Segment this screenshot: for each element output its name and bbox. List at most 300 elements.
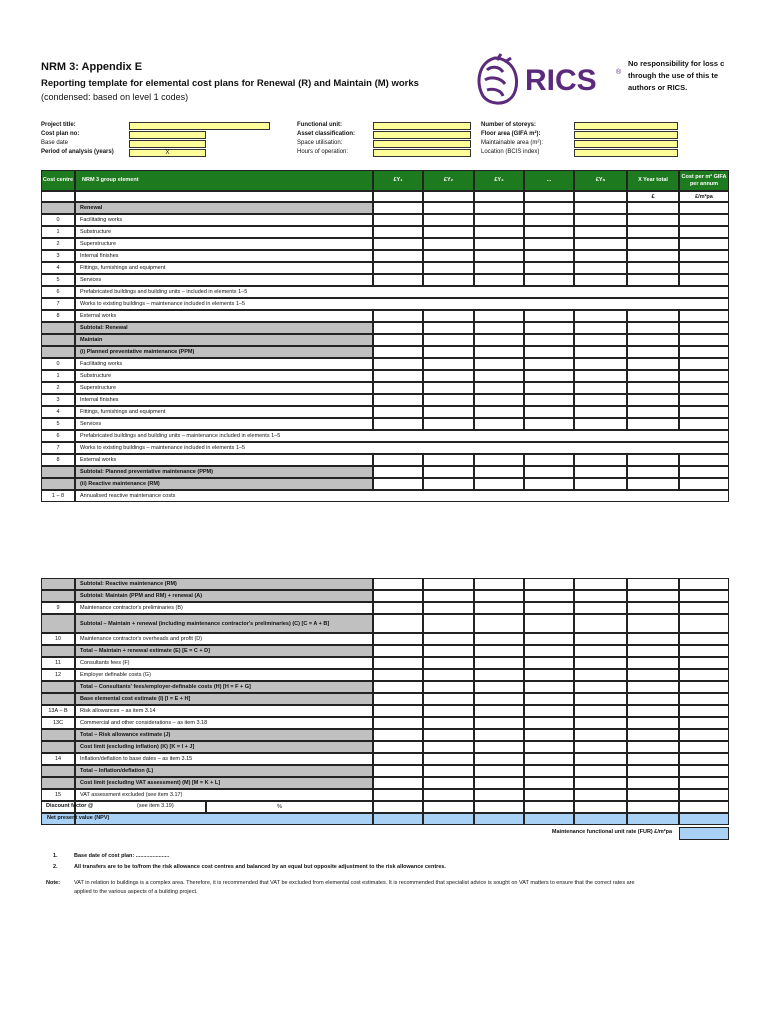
value-cell[interactable] bbox=[373, 602, 423, 614]
value-cell[interactable] bbox=[423, 406, 474, 418]
value-cell[interactable] bbox=[679, 334, 729, 346]
value-cell[interactable] bbox=[474, 274, 524, 286]
value-cell[interactable] bbox=[574, 250, 627, 262]
value-cell[interactable] bbox=[474, 358, 524, 370]
value-cell[interactable] bbox=[373, 358, 423, 370]
value-cell[interactable] bbox=[373, 657, 423, 669]
value-cell[interactable] bbox=[423, 657, 474, 669]
value-cell[interactable] bbox=[524, 645, 574, 657]
value-cell[interactable] bbox=[627, 478, 679, 490]
form-input-field[interactable] bbox=[129, 131, 206, 139]
form-input-field[interactable] bbox=[574, 131, 678, 139]
value-cell[interactable] bbox=[679, 602, 729, 614]
value-cell[interactable] bbox=[373, 454, 423, 466]
value-cell[interactable] bbox=[574, 382, 627, 394]
value-cell[interactable] bbox=[474, 729, 524, 741]
value-cell[interactable] bbox=[627, 370, 679, 382]
form-label: Cost plan no: bbox=[41, 131, 80, 137]
value-cell[interactable] bbox=[474, 226, 524, 238]
value-cell[interactable] bbox=[474, 590, 524, 602]
value-cell[interactable] bbox=[574, 777, 627, 789]
element-label-cell: Consultants fees (F) bbox=[75, 657, 373, 669]
element-label-cell: Subtotal: Renewal bbox=[75, 322, 373, 334]
value-cell[interactable] bbox=[627, 250, 679, 262]
value-cell[interactable] bbox=[574, 370, 627, 382]
value-cell[interactable] bbox=[373, 418, 423, 430]
value-cell[interactable] bbox=[524, 358, 574, 370]
value-cell[interactable] bbox=[373, 238, 423, 250]
value-cell[interactable] bbox=[524, 418, 574, 430]
value-cell[interactable] bbox=[423, 633, 474, 645]
value-cell[interactable] bbox=[574, 693, 627, 705]
value-cell[interactable] bbox=[679, 382, 729, 394]
value-cell[interactable] bbox=[474, 346, 524, 358]
value-cell[interactable] bbox=[574, 334, 627, 346]
form-input-field[interactable] bbox=[373, 122, 471, 130]
value-cell[interactable] bbox=[679, 789, 729, 801]
value-cell[interactable] bbox=[423, 693, 474, 705]
value-cell[interactable] bbox=[524, 777, 574, 789]
value-cell[interactable] bbox=[423, 202, 474, 214]
value-cell[interactable] bbox=[627, 777, 679, 789]
npv-value-cell[interactable] bbox=[524, 813, 574, 825]
value-cell[interactable] bbox=[423, 741, 474, 753]
value-cell[interactable] bbox=[627, 602, 679, 614]
value-cell[interactable] bbox=[423, 394, 474, 406]
value-cell[interactable] bbox=[373, 322, 423, 334]
value-cell[interactable] bbox=[474, 310, 524, 322]
value-cell[interactable] bbox=[474, 202, 524, 214]
value-cell[interactable] bbox=[423, 705, 474, 717]
value-cell[interactable] bbox=[423, 602, 474, 614]
value-cell[interactable] bbox=[373, 382, 423, 394]
value-cell[interactable] bbox=[423, 214, 474, 226]
value-cell[interactable] bbox=[373, 765, 423, 777]
value-cell[interactable] bbox=[474, 578, 524, 590]
value-cell[interactable] bbox=[474, 322, 524, 334]
value-cell[interactable] bbox=[423, 466, 474, 478]
value-cell[interactable] bbox=[524, 310, 574, 322]
value-cell[interactable] bbox=[679, 346, 729, 358]
value-cell[interactable] bbox=[474, 765, 524, 777]
value-cell[interactable] bbox=[474, 602, 524, 614]
value-cell[interactable] bbox=[423, 322, 474, 334]
value-cell[interactable] bbox=[627, 753, 679, 765]
value-cell[interactable] bbox=[574, 602, 627, 614]
value-cell[interactable] bbox=[679, 633, 729, 645]
value-cell[interactable] bbox=[679, 310, 729, 322]
value-cell[interactable] bbox=[679, 705, 729, 717]
value-cell[interactable] bbox=[574, 789, 627, 801]
value-cell[interactable] bbox=[474, 418, 524, 430]
value-cell[interactable] bbox=[423, 645, 474, 657]
cost-centre-cell: 4 bbox=[41, 262, 75, 274]
value-cell[interactable] bbox=[679, 578, 729, 590]
value-cell[interactable] bbox=[474, 669, 524, 681]
value-cell[interactable] bbox=[423, 238, 474, 250]
value-cell[interactable] bbox=[574, 478, 627, 490]
form-input-field[interactable] bbox=[574, 122, 678, 130]
value-cell[interactable] bbox=[574, 614, 627, 633]
value-cell[interactable] bbox=[423, 669, 474, 681]
form-input-field[interactable] bbox=[373, 131, 471, 139]
value-cell[interactable] bbox=[373, 226, 423, 238]
value-cell[interactable] bbox=[679, 717, 729, 729]
value-cell[interactable] bbox=[373, 705, 423, 717]
value-cell[interactable] bbox=[423, 590, 474, 602]
value-cell[interactable] bbox=[627, 801, 679, 813]
value-cell[interactable] bbox=[423, 370, 474, 382]
value-cell[interactable] bbox=[679, 226, 729, 238]
value-cell[interactable] bbox=[627, 310, 679, 322]
value-cell[interactable] bbox=[574, 645, 627, 657]
value-cell[interactable] bbox=[373, 741, 423, 753]
value-cell[interactable] bbox=[574, 801, 627, 813]
value-cell[interactable] bbox=[373, 729, 423, 741]
value-cell[interactable] bbox=[373, 777, 423, 789]
value-cell[interactable] bbox=[627, 358, 679, 370]
form-input-field[interactable]: X bbox=[129, 149, 206, 157]
value-cell[interactable] bbox=[524, 478, 574, 490]
value-cell[interactable] bbox=[679, 765, 729, 777]
value-cell[interactable] bbox=[627, 394, 679, 406]
value-cell[interactable] bbox=[423, 729, 474, 741]
value-cell[interactable] bbox=[474, 454, 524, 466]
value-cell[interactable] bbox=[474, 753, 524, 765]
value-cell[interactable] bbox=[373, 669, 423, 681]
value-cell[interactable] bbox=[627, 238, 679, 250]
value-cell[interactable] bbox=[679, 466, 729, 478]
value-cell[interactable] bbox=[474, 645, 524, 657]
npv-value-cell[interactable] bbox=[679, 813, 729, 825]
value-cell[interactable] bbox=[524, 322, 574, 334]
value-cell[interactable] bbox=[574, 406, 627, 418]
value-cell[interactable] bbox=[373, 789, 423, 801]
value-cell[interactable] bbox=[524, 202, 574, 214]
value-cell[interactable] bbox=[679, 322, 729, 334]
value-cell[interactable] bbox=[373, 801, 423, 813]
value-cell[interactable] bbox=[574, 346, 627, 358]
value-cell[interactable] bbox=[373, 633, 423, 645]
value-cell[interactable] bbox=[627, 202, 679, 214]
value-cell[interactable] bbox=[574, 226, 627, 238]
form-input-field[interactable] bbox=[574, 140, 678, 148]
value-cell[interactable] bbox=[679, 669, 729, 681]
fur-value-field[interactable] bbox=[679, 827, 729, 840]
value-cell[interactable] bbox=[373, 693, 423, 705]
value-cell[interactable] bbox=[679, 657, 729, 669]
value-cell[interactable] bbox=[679, 801, 729, 813]
value-cell[interactable] bbox=[373, 250, 423, 262]
value-cell[interactable] bbox=[627, 466, 679, 478]
value-cell[interactable] bbox=[627, 418, 679, 430]
value-cell[interactable] bbox=[524, 729, 574, 741]
value-cell[interactable] bbox=[423, 578, 474, 590]
value-cell[interactable] bbox=[474, 406, 524, 418]
value-cell[interactable] bbox=[679, 394, 729, 406]
form-input-field[interactable] bbox=[129, 140, 206, 148]
value-cell[interactable] bbox=[423, 717, 474, 729]
value-cell[interactable] bbox=[574, 214, 627, 226]
value-cell[interactable] bbox=[627, 614, 679, 633]
value-cell[interactable] bbox=[373, 578, 423, 590]
value-cell[interactable] bbox=[474, 214, 524, 226]
value-cell[interactable] bbox=[524, 669, 574, 681]
value-cell[interactable] bbox=[373, 717, 423, 729]
value-cell[interactable] bbox=[474, 614, 524, 633]
value-cell[interactable] bbox=[627, 741, 679, 753]
value-cell[interactable] bbox=[524, 801, 574, 813]
value-cell[interactable] bbox=[627, 454, 679, 466]
value-cell[interactable] bbox=[474, 777, 524, 789]
value-cell[interactable] bbox=[474, 789, 524, 801]
element-label-cell: Internal finishes bbox=[75, 394, 373, 406]
value-cell[interactable] bbox=[373, 310, 423, 322]
value-cell[interactable] bbox=[679, 454, 729, 466]
value-cell[interactable] bbox=[373, 346, 423, 358]
value-cell[interactable] bbox=[423, 789, 474, 801]
value-cell[interactable] bbox=[524, 346, 574, 358]
value-cell[interactable] bbox=[574, 590, 627, 602]
value-cell[interactable] bbox=[524, 466, 574, 478]
value-cell[interactable] bbox=[627, 657, 679, 669]
value-cell[interactable] bbox=[423, 262, 474, 274]
value-cell[interactable] bbox=[524, 370, 574, 382]
npv-value-cell[interactable] bbox=[627, 813, 679, 825]
value-cell[interactable] bbox=[474, 394, 524, 406]
value-cell[interactable] bbox=[627, 717, 679, 729]
form-input-field[interactable] bbox=[373, 140, 471, 148]
value-cell[interactable] bbox=[373, 262, 423, 274]
value-cell[interactable] bbox=[474, 478, 524, 490]
value-cell[interactable] bbox=[574, 274, 627, 286]
value-cell[interactable] bbox=[574, 262, 627, 274]
value-cell[interactable] bbox=[423, 418, 474, 430]
value-cell[interactable] bbox=[423, 801, 474, 813]
value-cell[interactable] bbox=[574, 765, 627, 777]
value-cell[interactable] bbox=[373, 478, 423, 490]
value-cell[interactable] bbox=[423, 681, 474, 693]
value-cell[interactable] bbox=[627, 705, 679, 717]
value-cell[interactable] bbox=[524, 753, 574, 765]
value-cell[interactable] bbox=[627, 334, 679, 346]
value-cell[interactable] bbox=[574, 705, 627, 717]
value-cell[interactable] bbox=[627, 322, 679, 334]
value-cell[interactable] bbox=[423, 614, 474, 633]
value-cell[interactable] bbox=[627, 382, 679, 394]
value-cell[interactable] bbox=[627, 681, 679, 693]
value-cell[interactable] bbox=[373, 274, 423, 286]
value-cell[interactable] bbox=[474, 250, 524, 262]
value-cell[interactable] bbox=[474, 238, 524, 250]
value-cell[interactable] bbox=[373, 590, 423, 602]
value-cell[interactable] bbox=[627, 633, 679, 645]
value-cell[interactable] bbox=[474, 693, 524, 705]
value-cell[interactable] bbox=[423, 382, 474, 394]
value-cell[interactable] bbox=[524, 262, 574, 274]
value-cell[interactable] bbox=[574, 741, 627, 753]
value-cell[interactable] bbox=[574, 310, 627, 322]
npv-value-cell[interactable] bbox=[373, 813, 423, 825]
value-cell[interactable] bbox=[679, 590, 729, 602]
value-cell[interactable] bbox=[679, 214, 729, 226]
value-cell[interactable] bbox=[373, 202, 423, 214]
value-cell[interactable] bbox=[423, 753, 474, 765]
value-cell[interactable] bbox=[627, 645, 679, 657]
value-cell[interactable] bbox=[524, 250, 574, 262]
value-cell[interactable] bbox=[423, 478, 474, 490]
value-cell[interactable] bbox=[679, 693, 729, 705]
value-cell[interactable] bbox=[474, 657, 524, 669]
value-cell[interactable] bbox=[574, 669, 627, 681]
value-cell[interactable] bbox=[474, 382, 524, 394]
value-cell[interactable] bbox=[474, 741, 524, 753]
value-cell[interactable] bbox=[679, 406, 729, 418]
element-label-cell: Inflation/deflation to base dates – as item 3.15 bbox=[75, 753, 373, 765]
value-cell[interactable] bbox=[373, 370, 423, 382]
value-cell[interactable] bbox=[474, 334, 524, 346]
value-cell[interactable] bbox=[627, 669, 679, 681]
npv-value-cell[interactable] bbox=[423, 813, 474, 825]
value-cell[interactable] bbox=[627, 729, 679, 741]
value-cell[interactable] bbox=[524, 614, 574, 633]
value-cell[interactable] bbox=[627, 789, 679, 801]
value-cell[interactable] bbox=[679, 645, 729, 657]
value-cell[interactable] bbox=[373, 466, 423, 478]
value-cell[interactable] bbox=[574, 394, 627, 406]
value-cell[interactable] bbox=[679, 274, 729, 286]
value-cell[interactable] bbox=[574, 633, 627, 645]
npv-value-cell[interactable] bbox=[574, 813, 627, 825]
value-cell[interactable] bbox=[373, 406, 423, 418]
value-cell[interactable] bbox=[574, 753, 627, 765]
value-cell[interactable] bbox=[373, 214, 423, 226]
value-cell[interactable] bbox=[423, 310, 474, 322]
value-cell[interactable] bbox=[574, 466, 627, 478]
value-cell[interactable] bbox=[524, 382, 574, 394]
value-cell[interactable] bbox=[524, 394, 574, 406]
value-cell[interactable] bbox=[524, 334, 574, 346]
value-cell[interactable] bbox=[627, 578, 679, 590]
value-cell[interactable] bbox=[627, 262, 679, 274]
value-cell[interactable] bbox=[524, 681, 574, 693]
value-cell[interactable] bbox=[574, 729, 627, 741]
value-cell[interactable] bbox=[423, 334, 474, 346]
value-cell[interactable] bbox=[627, 274, 679, 286]
value-cell[interactable] bbox=[679, 262, 729, 274]
value-cell[interactable] bbox=[574, 322, 627, 334]
value-cell[interactable] bbox=[474, 717, 524, 729]
value-cell[interactable] bbox=[474, 705, 524, 717]
value-cell[interactable] bbox=[373, 614, 423, 633]
value-cell[interactable] bbox=[373, 681, 423, 693]
value-cell[interactable] bbox=[423, 358, 474, 370]
value-cell[interactable] bbox=[679, 478, 729, 490]
value-cell[interactable] bbox=[524, 789, 574, 801]
value-cell[interactable] bbox=[524, 741, 574, 753]
value-cell[interactable] bbox=[679, 238, 729, 250]
value-cell[interactable] bbox=[373, 334, 423, 346]
value-cell[interactable] bbox=[574, 717, 627, 729]
value-cell[interactable] bbox=[679, 418, 729, 430]
value-cell[interactable] bbox=[474, 633, 524, 645]
value-cell[interactable] bbox=[627, 590, 679, 602]
value-cell[interactable] bbox=[373, 394, 423, 406]
value-cell[interactable] bbox=[679, 681, 729, 693]
value-cell[interactable] bbox=[524, 578, 574, 590]
value-cell[interactable] bbox=[423, 454, 474, 466]
value-cell[interactable] bbox=[524, 454, 574, 466]
value-cell[interactable] bbox=[524, 602, 574, 614]
value-cell[interactable] bbox=[373, 645, 423, 657]
form-input-field[interactable] bbox=[574, 149, 678, 157]
value-cell[interactable] bbox=[524, 406, 574, 418]
value-cell[interactable] bbox=[474, 801, 524, 813]
value-cell[interactable] bbox=[474, 262, 524, 274]
value-cell[interactable] bbox=[524, 693, 574, 705]
value-cell[interactable] bbox=[524, 590, 574, 602]
value-cell[interactable] bbox=[574, 681, 627, 693]
value-cell[interactable] bbox=[474, 370, 524, 382]
value-cell[interactable] bbox=[679, 741, 729, 753]
value-cell[interactable] bbox=[423, 274, 474, 286]
value-cell[interactable] bbox=[679, 202, 729, 214]
value-cell[interactable] bbox=[423, 777, 474, 789]
element-label-cell: Cost limit (excluding VAT assessment) (M) [M = K + L] bbox=[75, 777, 373, 789]
value-cell[interactable] bbox=[524, 657, 574, 669]
value-cell[interactable] bbox=[423, 346, 474, 358]
value-cell[interactable] bbox=[627, 346, 679, 358]
value-cell[interactable] bbox=[373, 753, 423, 765]
value-cell[interactable] bbox=[423, 765, 474, 777]
value-cell[interactable] bbox=[423, 250, 474, 262]
form-input-field[interactable] bbox=[373, 149, 471, 157]
value-cell[interactable] bbox=[679, 729, 729, 741]
value-cell[interactable] bbox=[474, 466, 524, 478]
value-cell[interactable] bbox=[524, 633, 574, 645]
value-cell[interactable] bbox=[524, 705, 574, 717]
value-cell[interactable] bbox=[524, 238, 574, 250]
value-cell[interactable] bbox=[574, 418, 627, 430]
value-cell[interactable] bbox=[679, 370, 729, 382]
value-cell[interactable] bbox=[679, 777, 729, 789]
value-cell[interactable] bbox=[574, 358, 627, 370]
value-cell[interactable] bbox=[627, 214, 679, 226]
value-cell[interactable] bbox=[627, 406, 679, 418]
value-cell[interactable] bbox=[679, 753, 729, 765]
value-cell[interactable] bbox=[524, 214, 574, 226]
value-cell[interactable] bbox=[679, 358, 729, 370]
value-cell[interactable] bbox=[627, 226, 679, 238]
value-cell[interactable] bbox=[423, 226, 474, 238]
value-cell[interactable] bbox=[474, 681, 524, 693]
npv-value-cell[interactable] bbox=[474, 813, 524, 825]
value-cell[interactable] bbox=[524, 717, 574, 729]
value-cell[interactable] bbox=[574, 657, 627, 669]
value-cell[interactable] bbox=[627, 765, 679, 777]
form-input-field[interactable] bbox=[129, 122, 270, 130]
value-cell[interactable] bbox=[574, 578, 627, 590]
value-cell[interactable] bbox=[524, 226, 574, 238]
value-cell[interactable] bbox=[627, 693, 679, 705]
value-cell[interactable] bbox=[574, 454, 627, 466]
value-cell[interactable] bbox=[524, 765, 574, 777]
value-cell[interactable] bbox=[679, 614, 729, 633]
value-cell[interactable] bbox=[679, 250, 729, 262]
value-cell[interactable] bbox=[574, 238, 627, 250]
value-cell[interactable] bbox=[574, 202, 627, 214]
value-cell[interactable] bbox=[524, 274, 574, 286]
